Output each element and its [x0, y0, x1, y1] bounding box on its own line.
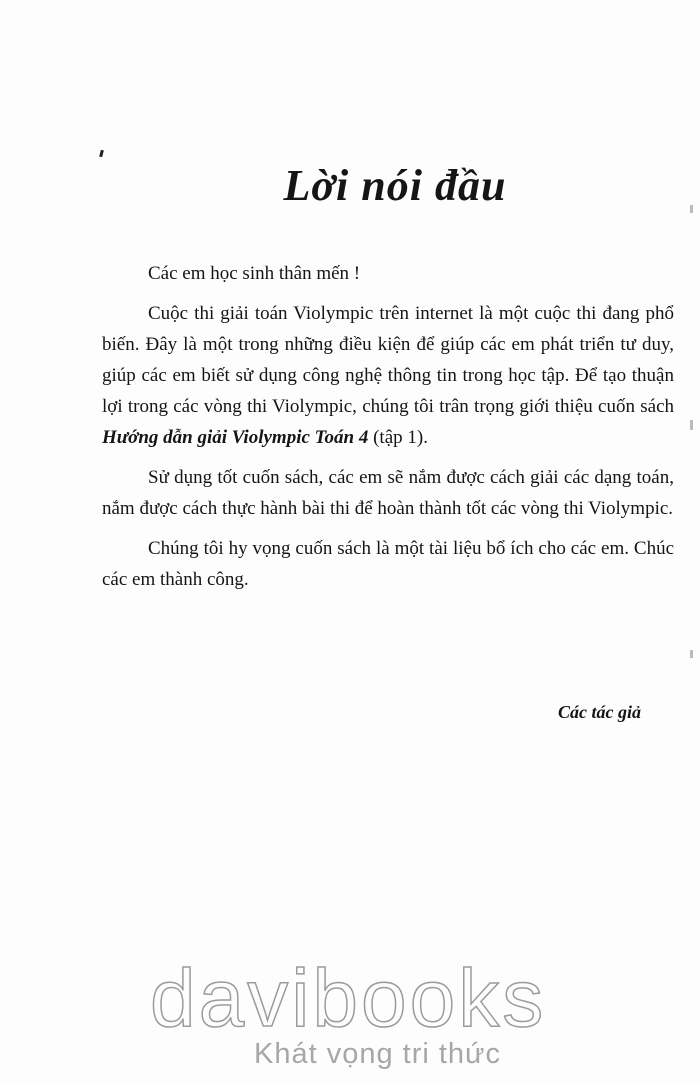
watermark-brand: davibooks — [150, 953, 547, 1044]
paragraph-1 — [102, 298, 674, 453]
paragraph-3: Chúng tôi hy vọng cuốn sách là một tài liệu bổ ích cho các em. Chúc các em thành công. — [102, 538, 674, 590]
watermark-slogan: Khát vọng tri thức — [254, 1038, 501, 1070]
edge-mark — [690, 420, 693, 430]
book-title: Hướng dẫn giải Violympic Toán 4 — [102, 427, 369, 448]
paragraph-1-end: (tập 1). — [368, 427, 428, 448]
paragraph-1-intro: Cuộc thi giải toán Violympic trên internet là một cuộc thi đang phổ biến. Đây là một trong những điều kiện để giúp các em phát triển tư duy, giúp các em biết sử dụng công nghệ thông tin trong học tập. Để tạo thuận lợi trong các vòng thi Violympic, chúng tôi trân trọng giới thiệu cuốn sách — [102, 303, 674, 417]
greeting-line: Các em học sinh thân mến ! — [148, 263, 361, 284]
page-title: Lời nói đầu — [283, 161, 507, 210]
paragraph-2: Sử dụng tốt cuốn sách, các em sẽ nắm được cách giải các dạng toán, nắm được cách thực hành bài thi để hoàn thành tốt các vòng thi Violympic. — [102, 467, 674, 519]
preface-body — [102, 258, 674, 595]
print-speck — [99, 150, 104, 158]
signature: Các tác giả — [558, 702, 641, 722]
edge-mark — [690, 650, 693, 658]
